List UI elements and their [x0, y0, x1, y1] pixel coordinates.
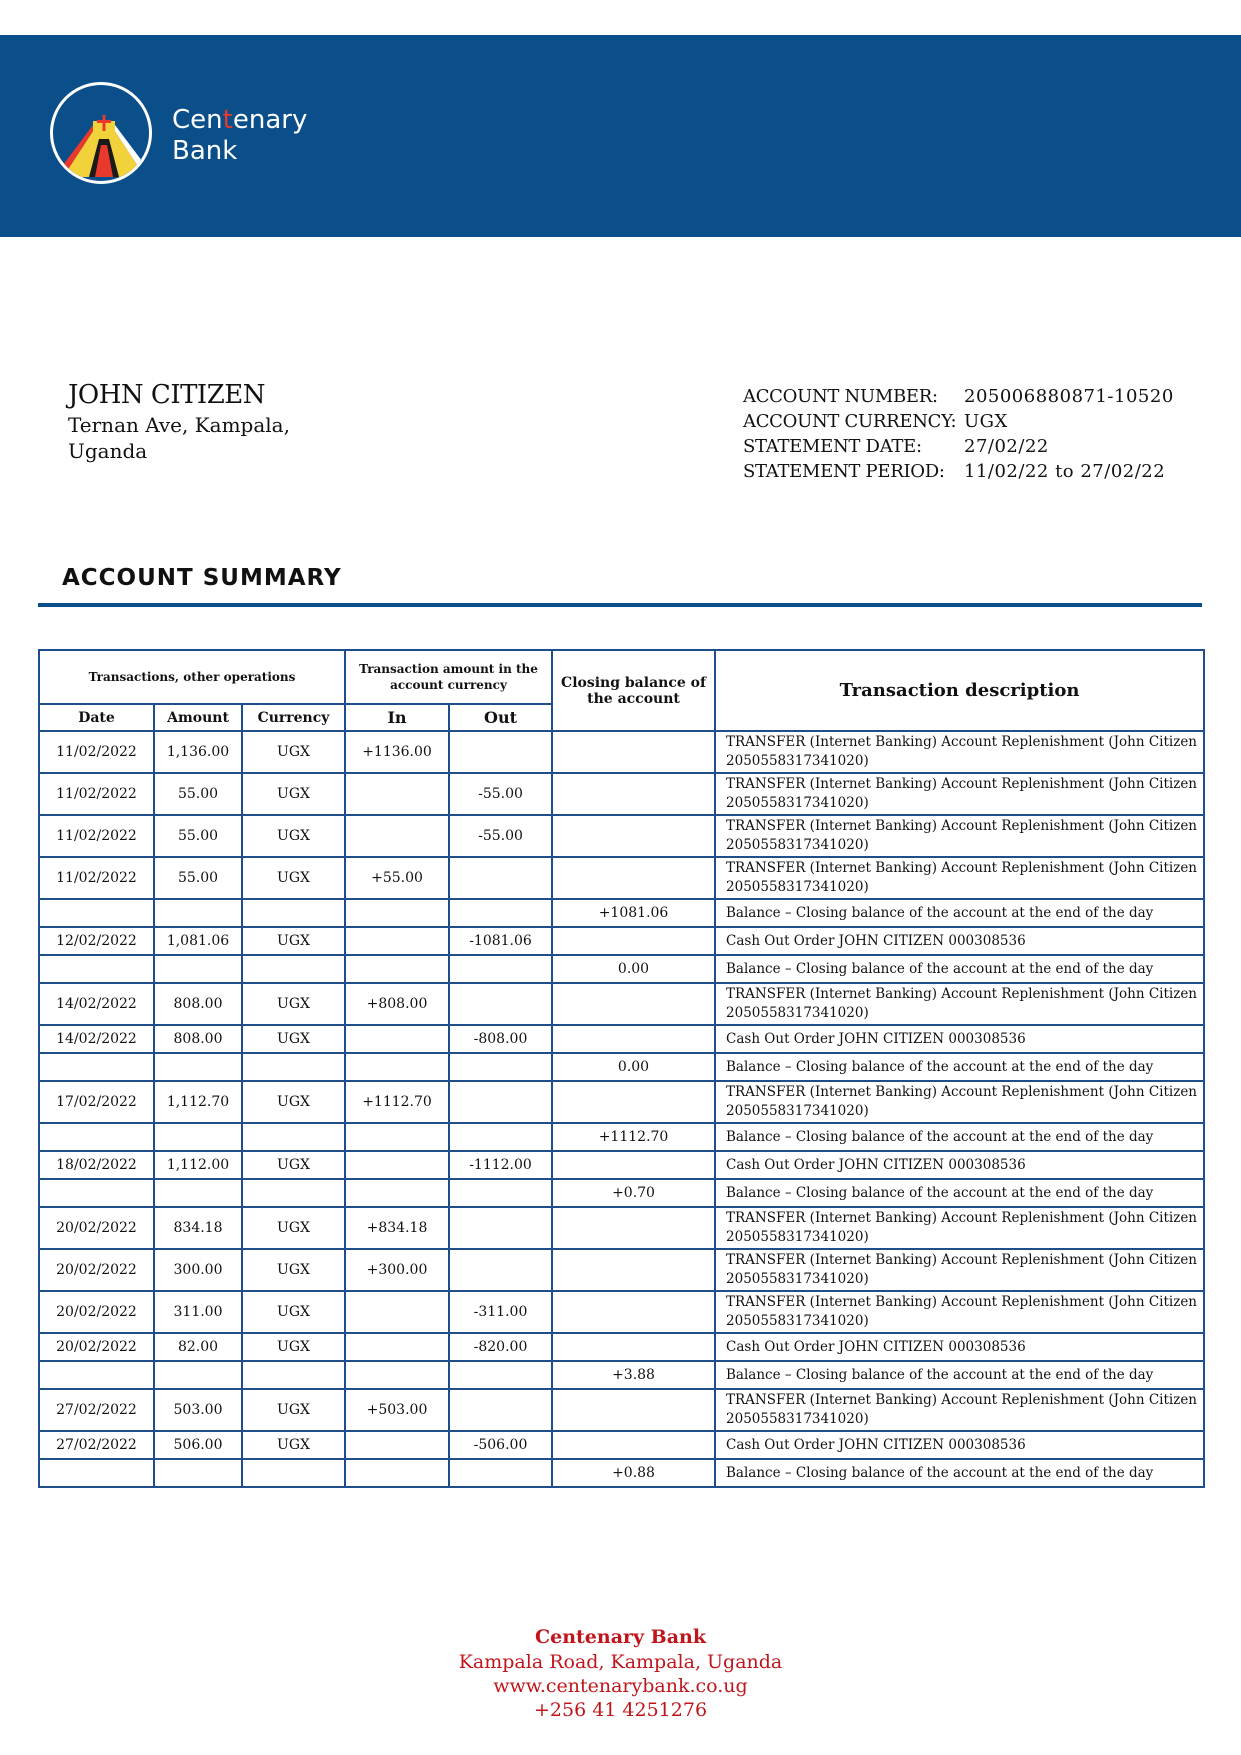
cell-amount: 55.00 — [154, 857, 242, 899]
cell-currency — [242, 955, 345, 983]
account-currency-label: ACCOUNT CURRENCY: — [743, 411, 957, 432]
cell-in — [345, 815, 449, 857]
cell-description: Cash Out Order JOHN CITIZEN 000308536 — [715, 1151, 1204, 1179]
cell-closing: +0.88 — [552, 1459, 715, 1487]
table-row — [39, 983, 1204, 1025]
cell-date: 11/02/2022 — [39, 857, 154, 899]
cell-currency: UGX — [242, 927, 345, 955]
cell-date: 11/02/2022 — [39, 773, 154, 815]
cell-date: 14/02/2022 — [39, 1025, 154, 1053]
table-row — [39, 1249, 1204, 1291]
cell-in: +300.00 — [345, 1249, 449, 1291]
cell-description: Balance – Closing balance of the account at the end of the day — [715, 1053, 1204, 1081]
brand-name-part: enary — [232, 105, 308, 135]
cell-out — [449, 1053, 552, 1081]
cell-description: TRANSFER (Internet Banking) Account Replenishment (John Citizen 2050558317341020) — [715, 815, 1204, 857]
customer-block — [68, 378, 368, 464]
footer-phone: +256 41 4251276 — [533, 1699, 708, 1721]
cell-amount: 808.00 — [154, 1025, 242, 1053]
account-number-label: ACCOUNT NUMBER: — [743, 386, 938, 407]
cell-date: 14/02/2022 — [39, 983, 154, 1025]
cell-in: +1136.00 — [345, 731, 449, 773]
cell-amount: 1,136.00 — [154, 731, 242, 773]
table-row — [39, 1053, 1204, 1081]
table-row — [39, 731, 1204, 773]
cell-in — [345, 1431, 449, 1459]
cell-date — [39, 955, 154, 983]
cell-description: TRANSFER (Internet Banking) Account Replenishment (John Citizen 2050558317341020) — [715, 1291, 1204, 1333]
cell-in — [345, 1179, 449, 1207]
cell-amount — [154, 899, 242, 927]
cell-description: TRANSFER (Internet Banking) Account Replenishment (John Citizen 2050558317341020) — [715, 1207, 1204, 1249]
account-currency-value: UGX — [964, 411, 1008, 432]
cell-date: 20/02/2022 — [39, 1207, 154, 1249]
cell-in: +55.00 — [345, 857, 449, 899]
cell-description: Balance – Closing balance of the account at the end of the day — [715, 899, 1204, 927]
brand-name-line2: Bank — [172, 136, 238, 166]
cell-currency — [242, 1123, 345, 1151]
table-row — [39, 1333, 1204, 1361]
table-row — [39, 1389, 1204, 1431]
cell-date: 27/02/2022 — [39, 1431, 154, 1459]
cell-out: -820.00 — [449, 1333, 552, 1361]
table-row — [39, 1151, 1204, 1179]
table-row — [39, 773, 1204, 815]
account-number-value: 205006880871-10520 — [964, 386, 1174, 407]
cell-description: Balance – Closing balance of the account at the end of the day — [715, 1123, 1204, 1151]
cell-date — [39, 1459, 154, 1487]
account-number-row — [743, 384, 1174, 409]
table-row — [39, 899, 1204, 927]
cell-in — [345, 1459, 449, 1487]
brand-name — [172, 105, 392, 167]
cell-description: Cash Out Order JOHN CITIZEN 000308536 — [715, 1025, 1204, 1053]
cell-currency — [242, 899, 345, 927]
cell-out — [449, 955, 552, 983]
cell-date — [39, 1361, 154, 1389]
cell-amount: 55.00 — [154, 815, 242, 857]
cell-closing — [552, 927, 715, 955]
cell-out: -808.00 — [449, 1025, 552, 1053]
cell-out — [449, 857, 552, 899]
transactions-table — [38, 649, 1205, 1488]
statement-date-value: 27/02/22 — [964, 436, 1049, 457]
cell-out — [449, 1207, 552, 1249]
cell-currency — [242, 1459, 345, 1487]
cell-in: +834.18 — [345, 1207, 449, 1249]
cell-date: 20/02/2022 — [39, 1333, 154, 1361]
table-row — [39, 1025, 1204, 1053]
cell-closing — [552, 1333, 715, 1361]
header-description: Transaction description — [715, 650, 1204, 731]
cell-out — [449, 1249, 552, 1291]
cell-amount: 834.18 — [154, 1207, 242, 1249]
cell-amount: 808.00 — [154, 983, 242, 1025]
cell-description: TRANSFER (Internet Banking) Account Replenishment (John Citizen 2050558317341020) — [715, 1081, 1204, 1123]
cell-date — [39, 899, 154, 927]
cell-in: +503.00 — [345, 1389, 449, 1431]
cell-in: +1112.70 — [345, 1081, 449, 1123]
cell-closing: +0.70 — [552, 1179, 715, 1207]
cell-currency: UGX — [242, 1025, 345, 1053]
cell-amount: 311.00 — [154, 1291, 242, 1333]
cell-amount: 1,112.70 — [154, 1081, 242, 1123]
cell-currency: UGX — [242, 1333, 345, 1361]
cell-closing — [552, 1249, 715, 1291]
cell-closing — [552, 1431, 715, 1459]
cell-currency — [242, 1361, 345, 1389]
cell-in — [345, 899, 449, 927]
cell-out: -1081.06 — [449, 927, 552, 955]
cell-out — [449, 1123, 552, 1151]
cell-in — [345, 927, 449, 955]
cell-date: 20/02/2022 — [39, 1249, 154, 1291]
cell-closing — [552, 773, 715, 815]
header-band — [0, 35, 1241, 237]
header-amount: Amount — [154, 704, 242, 731]
table-row — [39, 927, 1204, 955]
account-currency-row — [743, 409, 1174, 434]
cell-out — [449, 1361, 552, 1389]
cell-currency: UGX — [242, 731, 345, 773]
cell-out — [449, 899, 552, 927]
table-row — [39, 1291, 1204, 1333]
cell-date — [39, 1179, 154, 1207]
cell-currency: UGX — [242, 1151, 345, 1179]
transactions-body — [39, 731, 1204, 1487]
cell-amount — [154, 1361, 242, 1389]
cell-closing: 0.00 — [552, 955, 715, 983]
cell-in — [345, 1151, 449, 1179]
cell-in — [345, 1123, 449, 1151]
cell-closing — [552, 1025, 715, 1053]
cell-date — [39, 1053, 154, 1081]
cell-date: 12/02/2022 — [39, 927, 154, 955]
cell-closing — [552, 1389, 715, 1431]
cell-amount: 506.00 — [154, 1431, 242, 1459]
cell-amount: 503.00 — [154, 1389, 242, 1431]
cell-closing — [552, 1151, 715, 1179]
cell-currency: UGX — [242, 1081, 345, 1123]
cell-in — [345, 1333, 449, 1361]
cell-out — [449, 731, 552, 773]
cell-currency: UGX — [242, 1431, 345, 1459]
cell-description: Cash Out Order JOHN CITIZEN 000308536 — [715, 1333, 1204, 1361]
table-row — [39, 1361, 1204, 1389]
brand-name-part: Cen — [172, 105, 223, 135]
cell-in — [345, 1053, 449, 1081]
cell-out — [449, 1081, 552, 1123]
header-currency: Currency — [242, 704, 345, 731]
cell-description: TRANSFER (Internet Banking) Account Replenishment (John Citizen 2050558317341020) — [715, 773, 1204, 815]
header-date: Date — [39, 704, 154, 731]
cell-amount: 1,081.06 — [154, 927, 242, 955]
table-row — [39, 1123, 1204, 1151]
cell-in: +808.00 — [345, 983, 449, 1025]
cell-currency: UGX — [242, 857, 345, 899]
customer-name: JOHN CITIZEN — [68, 380, 265, 410]
cell-description: TRANSFER (Internet Banking) Account Replenishment (John Citizen 2050558317341020) — [715, 731, 1204, 773]
cell-currency: UGX — [242, 1249, 345, 1291]
cell-date: 27/02/2022 — [39, 1389, 154, 1431]
customer-address-line1: Ternan Ave, Kampala, — [68, 413, 290, 437]
header-in: In — [345, 704, 449, 731]
table-row — [39, 1081, 1204, 1123]
cell-amount — [154, 1179, 242, 1207]
table-row — [39, 1459, 1204, 1487]
cell-currency: UGX — [242, 1291, 345, 1333]
cell-closing: +3.88 — [552, 1361, 715, 1389]
cell-description: TRANSFER (Internet Banking) Account Replenishment (John Citizen 2050558317341020) — [715, 857, 1204, 899]
statement-period-row — [743, 459, 1174, 484]
account-info — [743, 384, 1174, 484]
cell-date: 11/02/2022 — [39, 731, 154, 773]
cell-currency: UGX — [242, 773, 345, 815]
brand-name-accent: t — [222, 105, 233, 135]
statement-date-label: STATEMENT DATE: — [743, 436, 922, 457]
cell-in — [345, 1025, 449, 1053]
cell-closing: +1112.70 — [552, 1123, 715, 1151]
cell-in — [345, 1361, 449, 1389]
statement-date-row — [743, 434, 1174, 459]
cell-out: -506.00 — [449, 1431, 552, 1459]
statement-period-value: 11/02/22 to 27/02/22 — [964, 461, 1166, 482]
cell-description: Cash Out Order JOHN CITIZEN 000308536 — [715, 927, 1204, 955]
cell-currency: UGX — [242, 1389, 345, 1431]
cell-description: TRANSFER (Internet Banking) Account Replenishment (John Citizen 2050558317341020) — [715, 983, 1204, 1025]
cell-amount — [154, 955, 242, 983]
cell-description: TRANSFER (Internet Banking) Account Replenishment (John Citizen 2050558317341020) — [715, 1249, 1204, 1291]
cell-currency — [242, 1053, 345, 1081]
cell-closing — [552, 1081, 715, 1123]
cell-amount: 1,112.00 — [154, 1151, 242, 1179]
cell-currency: UGX — [242, 815, 345, 857]
cell-out: -55.00 — [449, 815, 552, 857]
cell-amount — [154, 1459, 242, 1487]
cell-description: Cash Out Order JOHN CITIZEN 000308536 — [715, 1431, 1204, 1459]
table-row — [39, 857, 1204, 899]
table-row — [39, 1207, 1204, 1249]
table-row — [39, 815, 1204, 857]
cell-out — [449, 983, 552, 1025]
cell-date — [39, 1123, 154, 1151]
cell-in — [345, 955, 449, 983]
cell-description: Balance – Closing balance of the account at the end of the day — [715, 1179, 1204, 1207]
statement-period-label: STATEMENT PERIOD: — [743, 461, 945, 482]
cell-description: Balance – Closing balance of the account at the end of the day — [715, 955, 1204, 983]
header-out: Out — [449, 704, 552, 731]
cell-closing — [552, 731, 715, 773]
footer-address: Kampala Road, Kampala, Uganda — [458, 1651, 783, 1673]
cell-date: 17/02/2022 — [39, 1081, 154, 1123]
cell-closing: 0.00 — [552, 1053, 715, 1081]
cell-out — [449, 1389, 552, 1431]
cell-in — [345, 773, 449, 815]
table-row — [39, 955, 1204, 983]
cell-out — [449, 1459, 552, 1487]
cell-currency: UGX — [242, 1207, 345, 1249]
table-row — [39, 1179, 1204, 1207]
cell-closing — [552, 815, 715, 857]
cell-date: 18/02/2022 — [39, 1151, 154, 1179]
customer-address-line2: Uganda — [68, 439, 148, 463]
footer-website: www.centenarybank.co.ug — [493, 1675, 748, 1697]
cell-out: -311.00 — [449, 1291, 552, 1333]
centenary-logo-icon — [50, 82, 152, 184]
footer-bank-name: Centenary Bank — [534, 1626, 707, 1648]
header-transactions-operations: Transactions, other operations — [39, 650, 345, 704]
cell-description: Balance – Closing balance of the account at the end of the day — [715, 1361, 1204, 1389]
footer — [0, 1625, 1241, 1722]
cell-out — [449, 1179, 552, 1207]
cell-out: -1112.00 — [449, 1151, 552, 1179]
cell-closing — [552, 1291, 715, 1333]
cell-description: TRANSFER (Internet Banking) Account Replenishment (John Citizen 2050558317341020) — [715, 1389, 1204, 1431]
cell-closing: +1081.06 — [552, 899, 715, 927]
cell-amount — [154, 1053, 242, 1081]
cell-description: Balance – Closing balance of the account at the end of the day — [715, 1459, 1204, 1487]
cell-out: -55.00 — [449, 773, 552, 815]
table-row — [39, 1431, 1204, 1459]
cell-currency — [242, 1179, 345, 1207]
cell-currency: UGX — [242, 983, 345, 1025]
header-closing-balance: Closing balance of the account — [552, 650, 715, 731]
cell-closing — [552, 1207, 715, 1249]
cell-amount: 55.00 — [154, 773, 242, 815]
cell-date: 11/02/2022 — [39, 815, 154, 857]
header-amount-group: Transaction amount in the account currency — [345, 650, 552, 704]
section-divider — [38, 603, 1202, 607]
cell-closing — [552, 857, 715, 899]
cell-closing — [552, 983, 715, 1025]
section-title: ACCOUNT SUMMARY — [62, 565, 342, 591]
cell-date: 20/02/2022 — [39, 1291, 154, 1333]
cell-amount: 300.00 — [154, 1249, 242, 1291]
cell-amount: 82.00 — [154, 1333, 242, 1361]
cell-amount — [154, 1123, 242, 1151]
cell-in — [345, 1291, 449, 1333]
